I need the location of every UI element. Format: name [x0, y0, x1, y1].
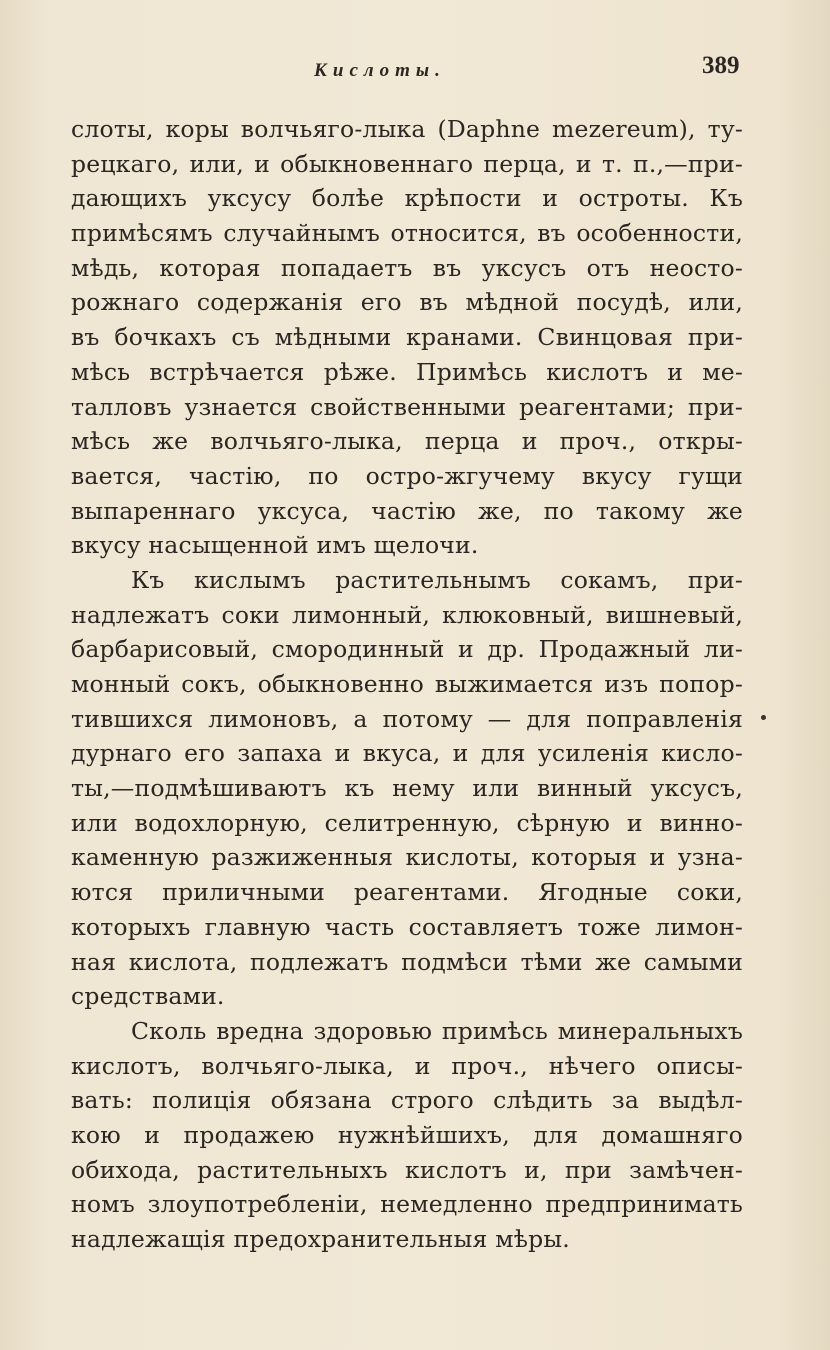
- text-line: талловъ узнается свойственными реагентами; при-: [71, 392, 743, 421]
- text-line: средствами.: [71, 982, 225, 1011]
- text-line: примѣсямъ случайнымъ относится, въ особенности,: [71, 219, 743, 248]
- text-line: рожнаго содержанія его въ мѣдной посудѣ, или,: [71, 288, 743, 317]
- running-head: [0, 52, 830, 88]
- body-text: [71, 112, 743, 1257]
- text-line: барбарисовый, смородинный и др. Продажный ли-: [71, 635, 743, 664]
- text-line: дурнаго его запаха и вкуса, и для усиленія кисло-: [71, 739, 743, 768]
- text-line: ная кислота, подлежатъ подмѣси тѣми же самыми: [71, 947, 743, 976]
- text-line: номъ злоупотребленіи, немедленно предпринимать: [71, 1190, 743, 1219]
- text-line: мѣсь встрѣчается рѣже. Примѣсь кислотъ и ме-: [71, 357, 743, 386]
- text-line: вается, частію, по остро-жгучему вкусу гущи: [71, 461, 743, 490]
- text-line: Къ кислымъ растительнымъ сокамъ, при-: [131, 565, 743, 594]
- text-line: вкусу насыщенной имъ щелочи.: [71, 531, 479, 560]
- ink-spot: [761, 715, 766, 720]
- text-line: или водохлорную, селитренную, сѣрную и винно-: [71, 808, 743, 837]
- text-line: ты,—подмѣшиваютъ къ нему или винный уксусъ,: [71, 774, 743, 803]
- text-line: мѣсь же волчьяго-лыка, перца и проч., откры-: [71, 427, 743, 456]
- running-head-title: Кислоты.: [314, 60, 446, 81]
- text-line: обихода, растительныхъ кислотъ и, при замѣчен-: [71, 1155, 743, 1184]
- text-line: дающихъ уксусу болѣе крѣпости и остроты. Къ: [71, 184, 743, 213]
- page-number: 389: [702, 52, 740, 79]
- text-line: мѣдь, которая попадаетъ въ уксусъ отъ неосто-: [71, 253, 743, 282]
- text-line: тившихся лимоновъ, а потому — для поправленія: [71, 704, 743, 733]
- paragraph: [71, 112, 743, 563]
- text-line: надлежатъ соки лимонный, клюковный, вишневый,: [71, 600, 743, 629]
- text-line: выпареннаго уксуса, частію же, по такому же: [71, 496, 743, 525]
- text-line: кою и продажею нужнѣйшихъ, для домашняго: [71, 1120, 743, 1149]
- text-line: которыхъ главную часть составляетъ тоже лимон-: [71, 912, 743, 941]
- text-line: каменную разжиженныя кислоты, которыя и узна-: [71, 843, 743, 872]
- text-line: кислотъ, волчьяго-лыка, и проч., нѣчего описы-: [71, 1051, 743, 1080]
- text-line: въ бочкахъ съ мѣдными кранами. Свинцовая при-: [71, 323, 743, 352]
- text-line: надлежащія предохранительныя мѣры.: [71, 1225, 570, 1253]
- paragraph: [71, 563, 743, 1014]
- paragraph: [71, 1014, 743, 1257]
- text-line: ются приличными реагентами. Ягодные соки,: [71, 878, 743, 907]
- text-line: слоты, коры волчьяго-лыка (Daphne mezereum), ту-: [71, 115, 743, 143]
- text-line: вать: полиція обязана строго слѣдить за выдѣл-: [71, 1086, 743, 1115]
- text-line: рецкаго, или, и обыкновеннаго перца, и т. п.,—при-: [71, 149, 743, 178]
- text-line: монный сокъ, обыкновенно выжимается изъ попор-: [71, 670, 743, 698]
- text-line: Сколь вредна здоровью примѣсь минеральныхъ: [131, 1016, 743, 1045]
